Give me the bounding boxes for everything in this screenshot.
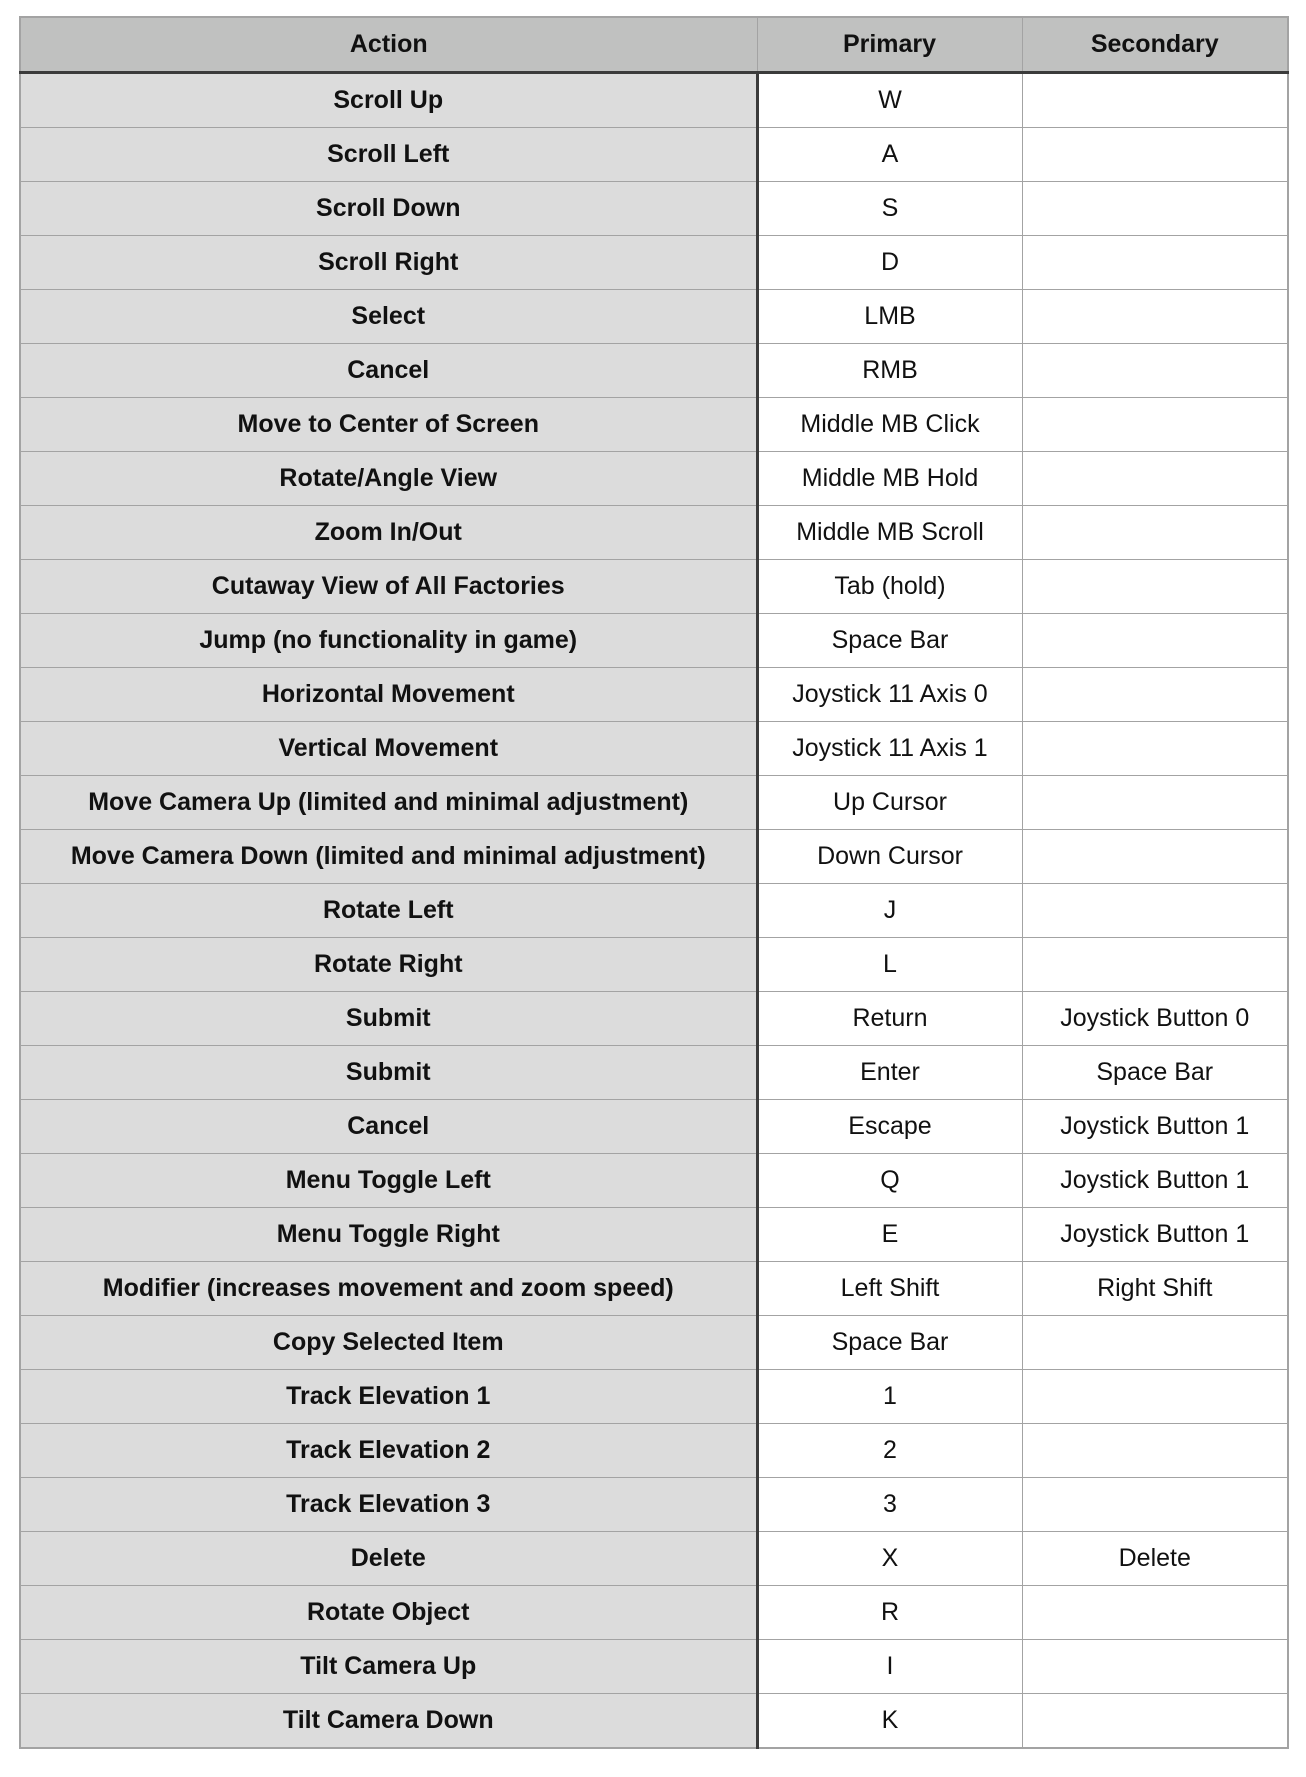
secondary-cell [1022, 884, 1288, 938]
table-row [20, 614, 1288, 668]
table-row [20, 1424, 1288, 1478]
secondary-cell [1022, 398, 1288, 452]
primary-cell: R [757, 1586, 1022, 1640]
primary-cell: 3 [757, 1478, 1022, 1532]
header-primary: Primary [757, 17, 1022, 73]
secondary-cell [1022, 668, 1288, 722]
primary-cell: Middle MB Scroll [757, 506, 1022, 560]
table-row [20, 776, 1288, 830]
table-row [20, 668, 1288, 722]
action-cell: Rotate Right [20, 938, 757, 992]
primary-cell: 1 [757, 1370, 1022, 1424]
action-cell: Track Elevation 3 [20, 1478, 757, 1532]
primary-cell: Space Bar [757, 1316, 1022, 1370]
secondary-cell [1022, 1316, 1288, 1370]
secondary-cell [1022, 344, 1288, 398]
primary-cell: K [757, 1694, 1022, 1749]
action-cell: Horizontal Movement [20, 668, 757, 722]
table-row [20, 1262, 1288, 1316]
secondary-cell: Joystick Button 1 [1022, 1154, 1288, 1208]
action-cell: Zoom In/Out [20, 506, 757, 560]
primary-cell: Joystick 11 Axis 0 [757, 668, 1022, 722]
primary-cell: Q [757, 1154, 1022, 1208]
secondary-cell [1022, 1478, 1288, 1532]
primary-cell: Joystick 11 Axis 1 [757, 722, 1022, 776]
action-cell: Track Elevation 1 [20, 1370, 757, 1424]
table-row [20, 1100, 1288, 1154]
secondary-cell: Space Bar [1022, 1046, 1288, 1100]
secondary-cell [1022, 128, 1288, 182]
action-cell: Scroll Down [20, 182, 757, 236]
header-secondary: Secondary [1022, 17, 1288, 73]
action-cell: Copy Selected Item [20, 1316, 757, 1370]
secondary-cell [1022, 1424, 1288, 1478]
table-row [20, 398, 1288, 452]
primary-cell: Left Shift [757, 1262, 1022, 1316]
primary-cell: Space Bar [757, 614, 1022, 668]
primary-cell: Middle MB Hold [757, 452, 1022, 506]
primary-cell: Middle MB Click [757, 398, 1022, 452]
action-cell: Jump (no functionality in game) [20, 614, 757, 668]
primary-cell: Tab (hold) [757, 560, 1022, 614]
primary-cell: X [757, 1532, 1022, 1586]
primary-cell: 2 [757, 1424, 1022, 1478]
table-row [20, 506, 1288, 560]
primary-cell: LMB [757, 290, 1022, 344]
table-row [20, 884, 1288, 938]
action-cell: Tilt Camera Up [20, 1640, 757, 1694]
secondary-cell [1022, 776, 1288, 830]
secondary-cell [1022, 1640, 1288, 1694]
table-row [20, 1694, 1288, 1749]
primary-cell: J [757, 884, 1022, 938]
table-row [20, 1640, 1288, 1694]
table-row [20, 1208, 1288, 1262]
table-row [20, 1154, 1288, 1208]
action-cell: Move Camera Down (limited and minimal adjustment) [20, 830, 757, 884]
secondary-cell [1022, 560, 1288, 614]
action-cell: Menu Toggle Left [20, 1154, 757, 1208]
primary-cell: W [757, 73, 1022, 128]
table-row [20, 452, 1288, 506]
secondary-cell [1022, 182, 1288, 236]
secondary-cell [1022, 614, 1288, 668]
table-row [20, 236, 1288, 290]
secondary-cell [1022, 73, 1288, 128]
secondary-cell: Right Shift [1022, 1262, 1288, 1316]
secondary-cell: Joystick Button 1 [1022, 1100, 1288, 1154]
header-row [20, 17, 1288, 73]
secondary-cell [1022, 722, 1288, 776]
action-cell: Delete [20, 1532, 757, 1586]
action-cell: Scroll Left [20, 128, 757, 182]
action-cell: Tilt Camera Down [20, 1694, 757, 1749]
secondary-cell [1022, 938, 1288, 992]
table-row [20, 182, 1288, 236]
primary-cell: RMB [757, 344, 1022, 398]
action-cell: Scroll Right [20, 236, 757, 290]
action-cell: Rotate/Angle View [20, 452, 757, 506]
table-row [20, 1586, 1288, 1640]
action-cell: Scroll Up [20, 73, 757, 128]
secondary-cell [1022, 290, 1288, 344]
table-row [20, 344, 1288, 398]
action-cell: Vertical Movement [20, 722, 757, 776]
action-cell: Submit [20, 1046, 757, 1100]
action-cell: Track Elevation 2 [20, 1424, 757, 1478]
action-cell: Rotate Left [20, 884, 757, 938]
action-cell: Cutaway View of All Factories [20, 560, 757, 614]
action-cell: Submit [20, 992, 757, 1046]
table-row [20, 938, 1288, 992]
action-cell: Modifier (increases movement and zoom speed) [20, 1262, 757, 1316]
keybindings-table [19, 16, 1289, 1749]
secondary-cell [1022, 830, 1288, 884]
primary-cell: Up Cursor [757, 776, 1022, 830]
primary-cell: A [757, 128, 1022, 182]
primary-cell: Escape [757, 1100, 1022, 1154]
table-row [20, 1478, 1288, 1532]
primary-cell: D [757, 236, 1022, 290]
secondary-cell [1022, 236, 1288, 290]
table-row [20, 830, 1288, 884]
table-row [20, 1370, 1288, 1424]
table-row [20, 128, 1288, 182]
action-cell: Move Camera Up (limited and minimal adjustment) [20, 776, 757, 830]
table-body [20, 73, 1288, 1749]
table-row [20, 992, 1288, 1046]
primary-cell: I [757, 1640, 1022, 1694]
action-cell: Cancel [20, 1100, 757, 1154]
table-row [20, 73, 1288, 128]
secondary-cell: Delete [1022, 1532, 1288, 1586]
secondary-cell [1022, 1370, 1288, 1424]
table-row [20, 1532, 1288, 1586]
secondary-cell [1022, 452, 1288, 506]
table-row [20, 722, 1288, 776]
primary-cell: E [757, 1208, 1022, 1262]
primary-cell: S [757, 182, 1022, 236]
table-row [20, 290, 1288, 344]
secondary-cell: Joystick Button 0 [1022, 992, 1288, 1046]
action-cell: Menu Toggle Right [20, 1208, 757, 1262]
secondary-cell [1022, 1694, 1288, 1749]
action-cell: Cancel [20, 344, 757, 398]
primary-cell: Down Cursor [757, 830, 1022, 884]
primary-cell: Return [757, 992, 1022, 1046]
table-row [20, 560, 1288, 614]
action-cell: Move to Center of Screen [20, 398, 757, 452]
header-action: Action [20, 17, 757, 73]
table-row [20, 1046, 1288, 1100]
secondary-cell [1022, 1586, 1288, 1640]
primary-cell: Enter [757, 1046, 1022, 1100]
action-cell: Rotate Object [20, 1586, 757, 1640]
secondary-cell [1022, 506, 1288, 560]
table-row [20, 1316, 1288, 1370]
primary-cell: L [757, 938, 1022, 992]
secondary-cell: Joystick Button 1 [1022, 1208, 1288, 1262]
action-cell: Select [20, 290, 757, 344]
